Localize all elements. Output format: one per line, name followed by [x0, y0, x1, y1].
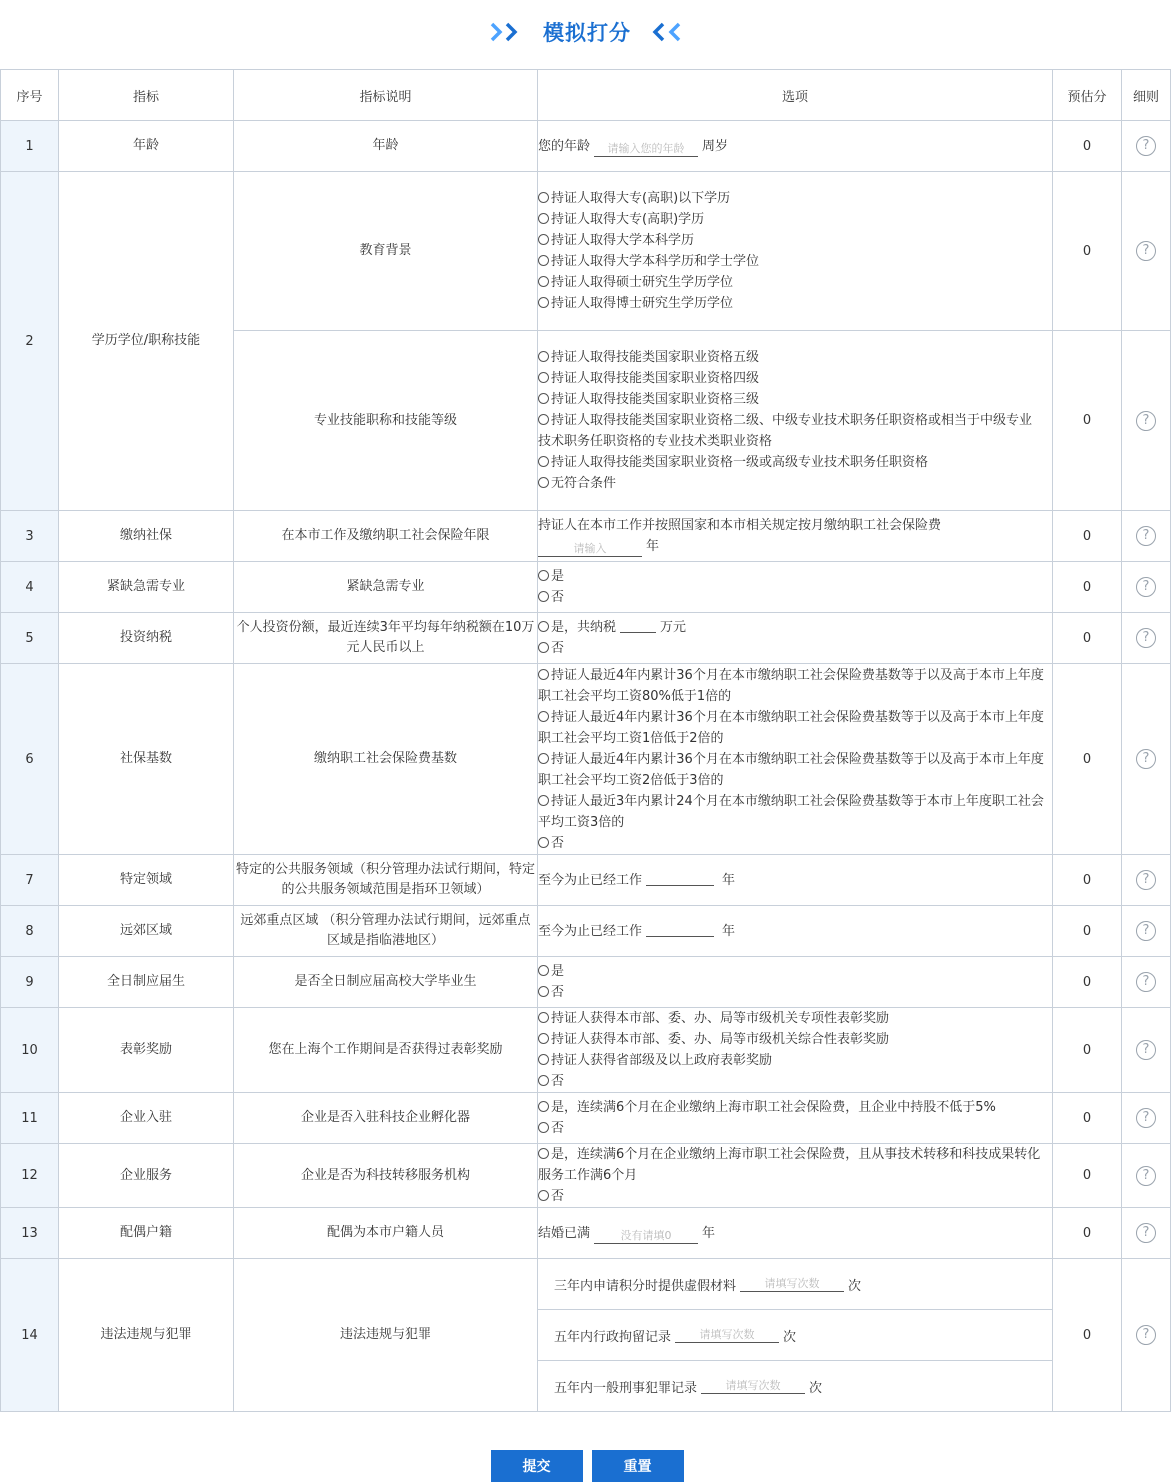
table-row	[1, 1208, 1171, 1259]
radio-option[interactable]	[538, 272, 1052, 293]
row-desc: 特定的公共服务领域（积分管理办法试行期间，特定的公共服务领域范围是指环卫领域）	[234, 855, 538, 906]
radio-circle-icon	[538, 276, 549, 287]
years-suffix: 年	[702, 1225, 716, 1241]
row-number: 9	[1, 957, 59, 1008]
violation-items	[538, 1259, 1052, 1411]
row-score: 0	[1053, 613, 1122, 664]
radio-circle-icon	[538, 795, 549, 806]
option-label: 否	[551, 1074, 565, 1089]
option-label: 持证人取得大学本科学历和学士学位	[551, 254, 760, 269]
option-label: 是，连续满6个月在企业缴纳上海市职工社会保险费，且从事技术转移和科技成果转化服务工作满6个月	[538, 1147, 1041, 1183]
radio-option[interactable]	[538, 368, 1052, 389]
row-desc: 是否全日制应届高校大学毕业生	[234, 957, 538, 1008]
row-indicator: 投资纳税	[59, 613, 234, 664]
row-indicator: 紧缺急需专业	[59, 562, 234, 613]
count-suffix: 次	[809, 1380, 823, 1396]
help-icon[interactable]: ?	[1136, 411, 1156, 431]
help-icon[interactable]: ?	[1136, 1166, 1156, 1186]
row-number: 10	[1, 1008, 59, 1093]
social-insurance-text: 持证人在本市工作并按照国家和本市相关规定按月缴纳职工社会保险费	[538, 518, 942, 533]
table-row	[1, 906, 1171, 957]
radio-option[interactable]	[538, 452, 1052, 473]
header-desc: 指标说明	[234, 70, 538, 121]
option-label: 持证人取得技能类国家职业资格一级或高级专业技术职务任职资格	[551, 455, 929, 470]
count-suffix: 次	[848, 1278, 862, 1294]
option-label: 持证人获得本市部、委、办、局等市级机关专项性表彰奖励	[551, 1011, 890, 1026]
help-icon[interactable]: ?	[1136, 1108, 1156, 1128]
option-label: 持证人取得大专(高职)学历	[551, 212, 705, 227]
radio-circle-icon	[538, 255, 549, 266]
radio-circle-icon	[538, 591, 549, 602]
violation-count-input[interactable]: 请填写次数	[740, 1277, 844, 1292]
radio-option-no[interactable]	[538, 638, 1052, 659]
option-label: 持证人取得技能类国家职业资格三级	[551, 392, 760, 407]
header-options: 选项	[538, 70, 1053, 121]
option-group-skills	[538, 331, 1053, 511]
violation-item	[538, 1361, 1052, 1411]
radio-option[interactable]	[538, 293, 1052, 314]
help-icon[interactable]: ?	[1136, 870, 1156, 890]
option-label: 否	[551, 835, 565, 851]
radio-option[interactable]	[538, 791, 1044, 833]
age-prefix: 您的年龄	[538, 138, 591, 154]
violation-label: 五年内一般刑事犯罪记录	[554, 1380, 698, 1396]
social-insurance-years-input[interactable]: 请输入	[538, 542, 642, 557]
radio-circle-icon	[538, 1054, 549, 1065]
row-indicator: 表彰奖励	[59, 1008, 234, 1093]
row-number: 3	[1, 511, 59, 562]
radio-circle-icon	[538, 1012, 549, 1023]
help-icon[interactable]: ?	[1136, 749, 1156, 769]
row-score: 0	[1053, 172, 1122, 331]
row-desc: 缴纳职工社会保险费基数	[234, 664, 538, 855]
row-score: 0	[1053, 1259, 1122, 1412]
row-desc: 年龄	[234, 121, 538, 172]
row-desc: 在本市工作及缴纳职工社会保险年限	[234, 511, 538, 562]
option-label: 持证人获得省部级及以上政府表彰奖励	[551, 1053, 773, 1068]
table-row	[1, 1144, 1171, 1208]
radio-option[interactable]	[538, 1071, 1052, 1092]
row-desc: 教育背景	[234, 172, 538, 331]
radio-circle-icon	[538, 351, 549, 362]
radio-circle-icon	[538, 372, 549, 383]
help-icon[interactable]: ?	[1136, 136, 1156, 156]
years-suffix: 年	[722, 923, 736, 939]
help-icon[interactable]: ?	[1136, 921, 1156, 941]
row-score: 0	[1053, 331, 1122, 511]
work-years-prefix: 至今为止已经工作	[538, 923, 643, 939]
row-score: 0	[1053, 1208, 1122, 1259]
option-label: 否	[551, 1189, 565, 1204]
age-suffix: 周岁	[702, 138, 729, 154]
table-row	[1, 511, 1171, 562]
row-indicator: 特定领域	[59, 855, 234, 906]
option-label: 持证人取得技能类国家职业资格五级	[551, 350, 760, 365]
radio-option[interactable]	[538, 707, 1044, 749]
radio-circle-icon	[538, 753, 549, 764]
radio-circle-icon	[538, 192, 549, 203]
radio-circle-icon	[538, 669, 549, 680]
page-header	[0, 0, 1174, 64]
radio-option[interactable]	[538, 1050, 1052, 1071]
radio-circle-icon	[538, 234, 549, 245]
radio-option-yes[interactable]	[538, 617, 1052, 638]
row-score: 0	[1053, 1093, 1122, 1144]
radio-option-no[interactable]	[538, 982, 1052, 1003]
radio-option[interactable]	[538, 251, 1052, 272]
radio-option-no[interactable]	[538, 587, 1052, 608]
option-label: 持证人最近4年内累计36个月在本市缴纳职工社会保险费基数等于以及高于本市上年度职工社会平均工资1倍低于2倍的	[538, 709, 1044, 746]
table-row	[1, 855, 1171, 906]
row-desc: 远郊重点区域 （积分管理办法试行期间，远郊重点区域是指临港地区）	[234, 906, 538, 957]
table-header-row	[1, 70, 1171, 121]
option-label: 是	[551, 964, 565, 979]
option-label: 是	[551, 569, 565, 584]
violation-label: 三年内申请积分时提供虚假材料	[554, 1278, 737, 1294]
radio-option[interactable]	[538, 347, 1052, 368]
option-label: 持证人最近4年内累计36个月在本市缴纳职工社会保险费基数等于以及高于本市上年度职工社会平均工资2倍低于3倍的	[538, 751, 1044, 788]
row-score: 0	[1053, 855, 1122, 906]
radio-option-yes[interactable]	[538, 1097, 1046, 1118]
row-score: 0	[1053, 121, 1122, 172]
row-score: 0	[1053, 957, 1122, 1008]
help-icon[interactable]: ?	[1136, 628, 1156, 648]
radio-circle-icon	[538, 621, 549, 632]
row-indicator: 全日制应届生	[59, 957, 234, 1008]
chevron-right-icon	[489, 20, 525, 44]
option-label: 持证人取得大学本科学历	[551, 233, 695, 248]
row-number: 7	[1, 855, 59, 906]
count-suffix: 次	[783, 1329, 797, 1345]
years-suffix: 年	[646, 539, 660, 554]
page-title: 模拟打分	[543, 21, 631, 45]
row-score: 0	[1053, 906, 1122, 957]
row-indicator: 学历学位/职称技能	[59, 172, 234, 511]
row-desc: 企业是否为科技转移服务机构	[234, 1144, 538, 1208]
radio-option-no[interactable]	[538, 1118, 1046, 1139]
radio-circle-icon	[538, 642, 549, 653]
table-row	[1, 1008, 1171, 1093]
option-label: 持证人最近4年内累计36个月在本市缴纳职工社会保险费基数等于以及高于本市上年度职工社会平均工资80%低于1倍的	[538, 667, 1044, 704]
radio-option[interactable]	[538, 833, 1044, 854]
option-label: 否	[551, 641, 565, 656]
radio-circle-icon	[538, 1033, 549, 1044]
row-indicator: 配偶户籍	[59, 1208, 234, 1259]
work-years-prefix: 至今为止已经工作	[538, 872, 643, 888]
option-label: 持证人取得博士研究生学历学位	[551, 296, 734, 311]
radio-circle-icon	[538, 456, 549, 467]
radio-circle-icon	[538, 570, 549, 581]
row-number: 1	[1, 121, 59, 172]
radio-option[interactable]	[538, 188, 1052, 209]
option-label: 否	[551, 985, 565, 1000]
row-indicator: 远郊区域	[59, 906, 234, 957]
row-desc: 您在上海个工作期间是否获得过表彰奖励	[234, 1008, 538, 1093]
radio-option-yes[interactable]	[538, 961, 1052, 982]
help-icon[interactable]: ?	[1136, 1223, 1156, 1243]
radio-circle-icon	[538, 1075, 549, 1086]
header-no: 序号	[1, 70, 59, 121]
row-number: 13	[1, 1208, 59, 1259]
violation-label: 五年内行政拘留记录	[554, 1329, 672, 1345]
radio-option[interactable]	[538, 665, 1044, 707]
row-indicator: 违法违规与犯罪	[59, 1259, 234, 1412]
row-indicator: 企业服务	[59, 1144, 234, 1208]
option-label: 持证人最近3年内累计24个月在本市缴纳职工社会保险费基数等于本市上年度职工社会平均工资3倍的	[538, 793, 1044, 830]
row-desc: 个人投资份额，最近连续3年平均每年纳税额在10万元人民币以上	[234, 613, 538, 664]
option-label: 持证人取得技能类国家职业资格二级、中级专业技术职务任职资格或相当于中级专业技术职务任职资格的专业技术类职业资格	[538, 413, 1033, 449]
row-score: 0	[1053, 562, 1122, 613]
option-label: 是，共纳税	[551, 620, 617, 635]
radio-circle-icon	[538, 986, 549, 997]
table-row	[1, 1259, 1171, 1412]
radio-circle-icon	[538, 414, 549, 425]
help-icon[interactable]: ?	[1136, 1040, 1156, 1060]
help-icon[interactable]: ?	[1136, 972, 1156, 992]
violation-count-input[interactable]: 请填写次数	[675, 1328, 779, 1343]
radio-option[interactable]	[538, 1008, 1052, 1029]
radio-option[interactable]	[538, 749, 1044, 791]
header-estimate: 预估分	[1053, 70, 1122, 121]
radio-circle-icon	[538, 1148, 549, 1159]
row-desc: 紧缺急需专业	[234, 562, 538, 613]
radio-circle-icon	[538, 711, 549, 722]
radio-option-yes[interactable]	[538, 1144, 1046, 1186]
option-label: 持证人获得本市部、委、办、局等市级机关综合性表彰奖励	[551, 1032, 890, 1047]
table-row	[1, 121, 1171, 172]
row-number: 2	[1, 172, 59, 511]
help-icon[interactable]: ?	[1136, 577, 1156, 597]
radio-circle-icon	[538, 213, 549, 224]
tax-amount-input[interactable]	[620, 618, 656, 633]
table-row	[1, 172, 1171, 331]
option-label: 是，连续满6个月在企业缴纳上海市职工社会保险费，且企业中持股不低于5%	[551, 1100, 996, 1115]
radio-circle-icon	[538, 393, 549, 404]
years-suffix: 年	[722, 872, 736, 888]
radio-option[interactable]	[538, 209, 1052, 230]
chevron-left-icon	[649, 20, 685, 44]
submit-button[interactable]: 提交	[491, 1450, 583, 1482]
row-desc: 违法违规与犯罪	[234, 1259, 538, 1412]
radio-circle-icon	[538, 1190, 549, 1201]
row-number: 8	[1, 906, 59, 957]
radio-option[interactable]	[538, 1029, 1052, 1050]
violation-item	[538, 1259, 1052, 1310]
help-icon[interactable]: ?	[1136, 241, 1156, 261]
row-score: 0	[1053, 664, 1122, 855]
table-row	[1, 613, 1171, 664]
option-label: 持证人取得硕士研究生学历学位	[551, 275, 734, 290]
header-indicator: 指标	[59, 70, 234, 121]
row-score: 0	[1053, 511, 1122, 562]
row-desc: 配偶为本市户籍人员	[234, 1208, 538, 1259]
row-score: 0	[1053, 1008, 1122, 1093]
radio-circle-icon	[538, 1122, 549, 1133]
row-number: 4	[1, 562, 59, 613]
work-years-input[interactable]	[646, 871, 714, 886]
table-row	[1, 1093, 1171, 1144]
table-row	[1, 664, 1171, 855]
scoring-table	[0, 69, 1171, 1412]
row-number: 6	[1, 664, 59, 855]
work-years-input[interactable]	[646, 922, 714, 937]
marriage-years-input[interactable]: 没有请填0	[594, 1229, 698, 1244]
row-desc: 专业技能职称和技能等级	[234, 331, 538, 511]
radio-circle-icon	[538, 477, 549, 488]
violation-count-input[interactable]: 请填写次数	[701, 1379, 805, 1394]
radio-circle-icon	[538, 965, 549, 976]
form-actions	[0, 1450, 1174, 1482]
radio-circle-icon	[538, 297, 549, 308]
age-input[interactable]: 请输入您的年龄	[594, 142, 698, 157]
help-icon[interactable]: ?	[1136, 1325, 1156, 1345]
violation-item	[538, 1310, 1052, 1361]
option-group-education	[538, 172, 1053, 331]
option-label: 持证人取得技能类国家职业资格四级	[551, 371, 760, 386]
reset-button[interactable]: 重置	[592, 1450, 684, 1482]
row-indicator: 企业入驻	[59, 1093, 234, 1144]
option-label: 否	[551, 590, 565, 605]
table-row	[1, 957, 1171, 1008]
radio-circle-icon	[538, 837, 549, 848]
row-number: 12	[1, 1144, 59, 1208]
row-indicator: 缴纳社保	[59, 511, 234, 562]
radio-option-yes[interactable]	[538, 566, 1052, 587]
option-label: 无符合条件	[551, 476, 617, 491]
radio-option[interactable]	[538, 389, 1052, 410]
option-label: 否	[551, 1121, 565, 1136]
radio-option[interactable]	[538, 410, 1052, 452]
row-indicator: 年龄	[59, 121, 234, 172]
unit-label: 万元	[660, 620, 687, 635]
marriage-prefix: 结婚已满	[538, 1225, 591, 1241]
row-number: 5	[1, 613, 59, 664]
table-row	[1, 562, 1171, 613]
help-icon[interactable]: ?	[1136, 526, 1156, 546]
row-indicator: 社保基数	[59, 664, 234, 855]
radio-option[interactable]	[538, 473, 1052, 494]
radio-option-no[interactable]	[538, 1186, 1046, 1207]
option-label: 持证人取得大专(高职)以下学历	[551, 191, 731, 206]
radio-circle-icon	[538, 1101, 549, 1112]
row-score: 0	[1053, 1144, 1122, 1208]
row-number: 14	[1, 1259, 59, 1412]
radio-option[interactable]	[538, 230, 1052, 251]
row-number: 11	[1, 1093, 59, 1144]
row-desc: 企业是否入驻科技企业孵化器	[234, 1093, 538, 1144]
header-detail: 细则	[1122, 70, 1171, 121]
